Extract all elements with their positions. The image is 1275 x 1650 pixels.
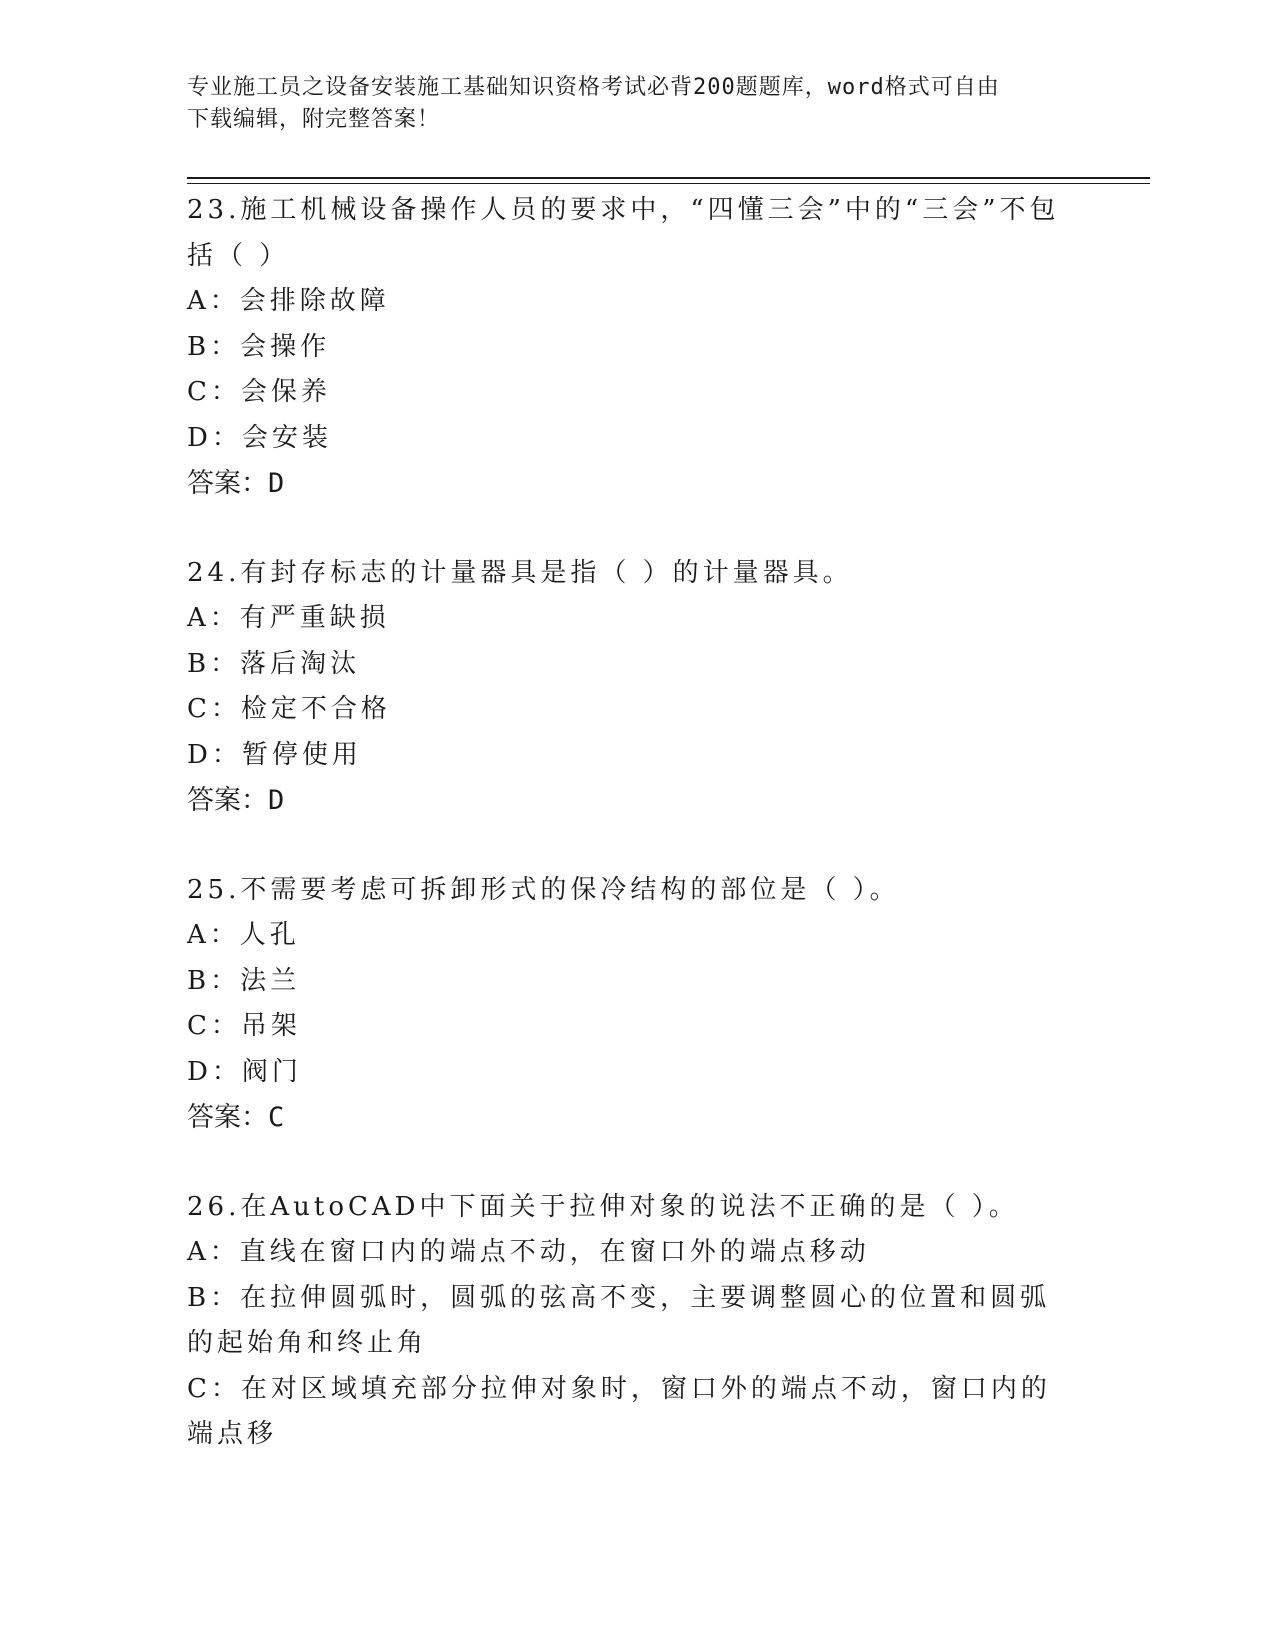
document-header <box>187 72 1067 136</box>
option-c: C：吊架 <box>187 1011 301 1041</box>
answer-value: D <box>268 785 285 816</box>
header-line-2: 下载编辑，附完整答案！ <box>187 107 441 132</box>
option-b: B：在拉伸圆弧时，圆弧的弦高不变，主要调整圆心的位置和圆弧的起始角和终止角 <box>187 1282 1051 1358</box>
option-d: D：阀门 <box>187 1056 302 1087</box>
header-divider-thick <box>187 177 1150 179</box>
question-25 <box>187 868 1087 1141</box>
answer-value: C <box>268 1102 285 1133</box>
answer-label: 答案： <box>187 1102 268 1133</box>
option-b: B：落后淘汰 <box>187 648 361 679</box>
option-d: D：暂停使用 <box>187 739 362 770</box>
question-stem: 23.施工机械设备操作人员的要求中，“四懂三会”中的“三会”不包括（ ） <box>187 195 1060 271</box>
header-line-1: 专业施工员之设备安装施工基础知识资格考试必背200题题库，word格式可自由 <box>187 75 1000 100</box>
option-a: A：直线在窗口内的端点不动，在窗口外的端点移动 <box>187 1237 870 1267</box>
question-stem: 26.在AutoCAD中下面关于拉伸对象的说法不正确的是（ ）。 <box>187 1191 1019 1222</box>
answer-label: 答案： <box>187 468 268 499</box>
question-23 <box>187 188 1087 507</box>
answer-line <box>187 778 1087 824</box>
option-a: A：人孔 <box>187 920 300 950</box>
option-d: D：会安装 <box>187 422 332 453</box>
option-b: B：会操作 <box>187 331 331 362</box>
option-c: C：检定不合格 <box>187 694 391 724</box>
question-list <box>187 188 1087 1502</box>
question-26 <box>187 1185 1087 1458</box>
question-24 <box>187 551 1087 824</box>
header-divider-thin <box>187 183 1150 184</box>
answer-line <box>187 461 1087 507</box>
answer-label: 答案： <box>187 785 268 816</box>
option-a: A：有严重缺损 <box>187 603 390 633</box>
option-c: C：会保养 <box>187 377 331 407</box>
question-stem: 24.有封存标志的计量器具是指（ ）的计量器具。 <box>187 557 853 588</box>
option-a: A：会排除故障 <box>187 286 390 316</box>
answer-value: D <box>268 468 285 499</box>
answer-line <box>187 1095 1087 1141</box>
option-b: B：法兰 <box>187 965 301 996</box>
question-stem: 25.不需要考虑可拆卸形式的保冷结构的部位是（ ）。 <box>187 874 900 905</box>
option-c: C：在对区域填充部分拉伸对象时，窗口外的端点不动，窗口内的端点移 <box>187 1373 1051 1449</box>
